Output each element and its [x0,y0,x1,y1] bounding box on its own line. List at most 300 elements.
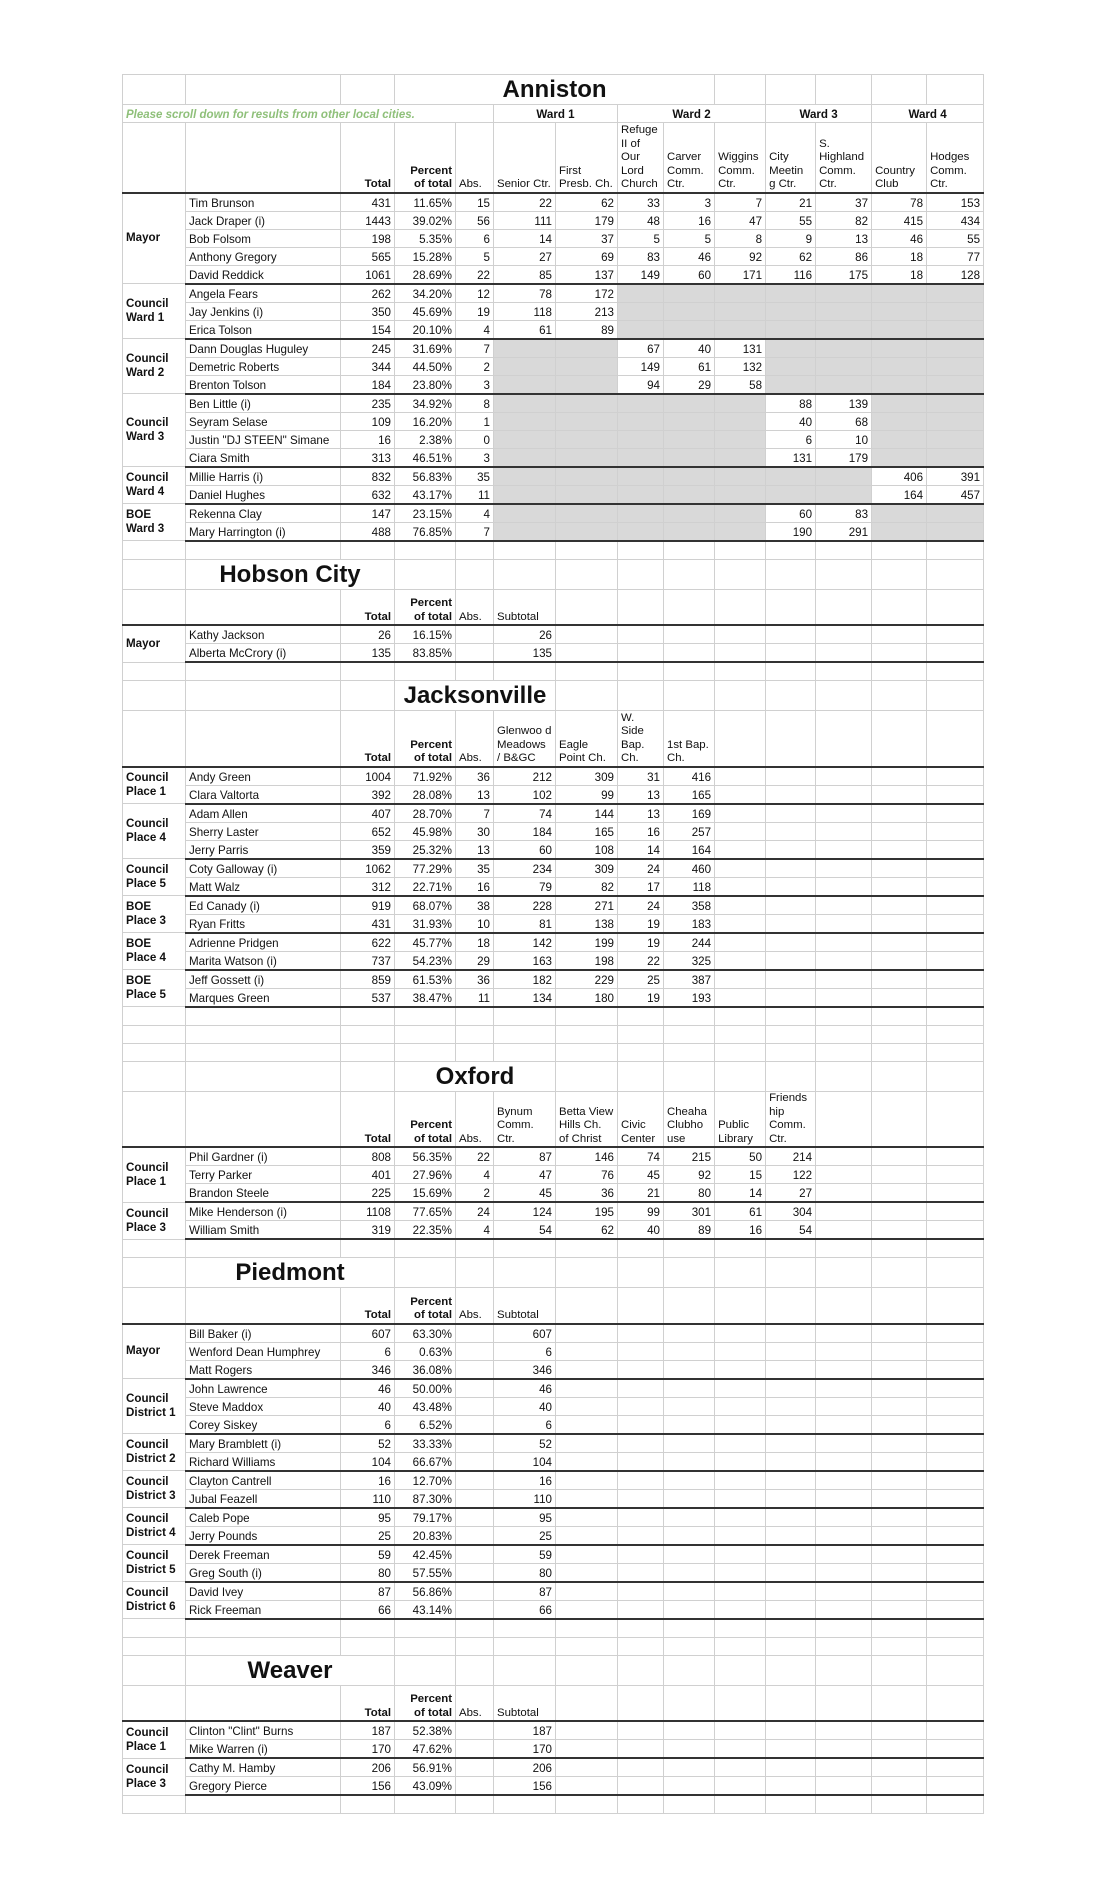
empty-cell [715,541,766,560]
precinct-votes [494,485,556,504]
candidate-name: Clinton "Clint" Burns [186,1721,341,1740]
empty-cell [927,1777,984,1796]
precinct-votes: 149 [618,265,664,284]
column-header: Friends hip Comm. Ctr. [766,1091,816,1147]
office-label: Council Place 3 [123,1202,186,1239]
precinct-votes: 47 [715,211,766,229]
empty-cell [872,914,927,933]
precinct-votes [618,522,664,541]
candidate-row [123,485,984,504]
empty-cell [556,1452,618,1471]
precinct-votes: 87 [494,1147,556,1166]
empty-cell [766,1434,816,1453]
empty-cell [766,1619,816,1638]
empty-cell [715,711,766,767]
empty-cell [927,1379,984,1398]
blank-row [123,662,984,681]
empty-cell [618,1288,664,1324]
vote-total: 359 [341,840,395,859]
empty-cell [715,1360,766,1379]
empty-cell [816,1258,872,1288]
empty-cell [186,123,341,193]
vote-total: 46 [341,1379,395,1398]
empty-cell [872,1091,927,1147]
precinct-votes [766,357,816,375]
absentee-votes: 4 [456,1166,494,1184]
empty-cell [186,1043,341,1061]
precinct-votes: 31 [618,767,664,786]
candidate-name: Jeff Gossett (i) [186,970,341,989]
empty-cell [456,1258,494,1288]
absentee-votes [456,625,494,644]
column-header: Total [341,1091,395,1147]
precinct-votes: 26 [494,625,556,644]
precinct-votes [816,284,872,303]
vote-percent: 45.98% [395,822,456,840]
empty-cell [186,75,341,105]
candidate-name: Mike Henderson (i) [186,1202,341,1221]
empty-cell [927,951,984,970]
empty-cell [927,1397,984,1415]
empty-cell [816,1777,872,1796]
column-header: Total [341,123,395,193]
candidate-row [123,1582,984,1601]
empty-cell [816,644,872,663]
empty-cell [872,1202,927,1221]
precinct-votes [927,339,984,358]
empty-cell [766,804,816,823]
precinct-votes: 76 [556,1166,618,1184]
ward-row [123,105,984,123]
vote-percent: 54.23% [395,951,456,970]
precinct-votes: 52 [494,1434,556,1453]
piedmont-title-row [123,1258,984,1288]
precinct-votes: 142 [494,933,556,952]
column-header: Total [341,711,395,767]
precinct-votes [816,485,872,504]
column-header: Wiggins Comm. Ctr. [715,123,766,193]
candidate-row [123,933,984,952]
absentee-votes [456,1526,494,1545]
vote-total: 319 [341,1221,395,1240]
empty-cell [618,1619,664,1638]
vote-total: 346 [341,1360,395,1379]
candidate-name: Adam Allen [186,804,341,823]
absentee-votes: 0 [456,430,494,448]
precinct-votes: 183 [664,914,715,933]
empty-cell [927,1526,984,1545]
empty-cell [494,1007,556,1026]
vote-total: 431 [341,914,395,933]
candidate-row [123,1508,984,1527]
empty-cell [556,662,618,681]
empty-cell [456,1637,494,1655]
empty-cell [341,1619,395,1638]
empty-cell [872,662,927,681]
precinct-votes: 78 [872,193,927,212]
absentee-votes: 22 [456,1147,494,1166]
candidate-name: Alberta McCrory (i) [186,644,341,663]
empty-cell [927,988,984,1007]
vote-percent: 76.85% [395,522,456,541]
column-header: Percent of total [395,1091,456,1147]
candidate-row [123,1489,984,1508]
precinct-votes [494,522,556,541]
candidate-name: Bob Folsom [186,229,341,247]
empty-cell [816,1434,872,1453]
absentee-votes [456,1360,494,1379]
empty-cell [618,1545,664,1564]
empty-cell [715,1471,766,1490]
empty-cell [766,1637,816,1655]
precinct-votes: 78 [494,284,556,303]
empty-cell [715,822,766,840]
empty-cell [556,1415,618,1434]
precinct-votes [872,394,927,413]
vote-percent: 15.69% [395,1184,456,1203]
vote-total: 537 [341,988,395,1007]
precinct-votes: 60 [494,840,556,859]
candidate-row [123,412,984,430]
empty-cell [872,1397,927,1415]
empty-cell [766,559,816,589]
empty-cell [556,1489,618,1508]
vote-percent: 12.70% [395,1471,456,1490]
empty-cell [456,662,494,681]
precinct-votes: 198 [556,951,618,970]
empty-cell [618,1043,664,1061]
empty-cell [766,681,816,711]
candidate-name: John Lawrence [186,1379,341,1398]
office-label: Council Place 3 [123,1758,186,1795]
empty-cell [872,1324,927,1343]
candidate-name: Wenford Dean Humphrey [186,1342,341,1360]
precinct-votes: 153 [927,193,984,212]
precinct-votes [715,485,766,504]
precinct-votes: 134 [494,988,556,1007]
precinct-votes: 7 [715,193,766,212]
empty-cell [927,1258,984,1288]
precinct-votes [715,284,766,303]
empty-cell [766,1324,816,1343]
precinct-votes [715,448,766,467]
empty-cell [664,1508,715,1527]
vote-percent: 39.02% [395,211,456,229]
vote-total: 147 [341,504,395,523]
absentee-votes: 4 [456,320,494,339]
empty-cell [927,1025,984,1043]
vote-total: 187 [341,1721,395,1740]
empty-cell [927,1166,984,1184]
empty-cell [766,767,816,786]
vote-total: 40 [341,1397,395,1415]
precinct-votes: 144 [556,804,618,823]
anniston-title-row [123,75,984,105]
empty-cell [456,1007,494,1026]
vote-total: 832 [341,467,395,486]
precinct-votes: 179 [556,211,618,229]
precinct-votes [494,339,556,358]
absentee-votes: 11 [456,485,494,504]
empty-cell [123,1239,186,1258]
precinct-votes: 325 [664,951,715,970]
precinct-votes [872,448,927,467]
precinct-votes [715,320,766,339]
empty-cell [872,589,927,625]
empty-cell [927,914,984,933]
precinct-votes: 171 [715,265,766,284]
precinct-votes: 58 [715,375,766,394]
empty-cell [715,896,766,915]
column-header: Refuge II of Our Lord Church [618,123,664,193]
precinct-votes: 172 [556,284,618,303]
absentee-votes: 19 [456,302,494,320]
precinct-votes [556,504,618,523]
precinct-votes [927,504,984,523]
column-header: Percent of total [395,711,456,767]
empty-cell [816,1397,872,1415]
precinct-votes [872,412,927,430]
precinct-votes: 86 [816,247,872,265]
empty-cell [872,1166,927,1184]
office-label: Council Ward 2 [123,339,186,394]
precinct-votes: 74 [494,804,556,823]
empty-cell [927,1758,984,1777]
vote-total: 652 [341,822,395,840]
empty-cell [494,1619,556,1638]
precinct-votes [927,320,984,339]
precinct-votes: 139 [816,394,872,413]
vote-total: 6 [341,1415,395,1434]
precinct-votes [872,302,927,320]
empty-cell [872,1147,927,1166]
empty-cell [664,1324,715,1343]
empty-cell [872,951,927,970]
ward-header: Ward 4 [872,105,984,123]
empty-cell [618,1582,664,1601]
office-label: Council Ward 4 [123,467,186,504]
empty-cell [816,625,872,644]
precinct-votes: 46 [664,247,715,265]
precinct-votes [494,430,556,448]
empty-cell [766,1288,816,1324]
empty-cell [816,541,872,560]
empty-cell [816,970,872,989]
empty-cell [816,914,872,933]
empty-cell [766,988,816,1007]
empty-cell [556,1379,618,1398]
empty-cell [766,711,816,767]
vote-percent: 23.15% [395,504,456,523]
empty-cell [816,1007,872,1026]
precinct-votes: 47 [494,1166,556,1184]
precinct-votes: 406 [872,467,927,486]
precinct-votes: 102 [494,785,556,804]
absentee-votes: 35 [456,859,494,878]
candidate-name: Jerry Parris [186,840,341,859]
empty-cell [766,1007,816,1026]
precinct-votes: 80 [494,1563,556,1582]
empty-cell [664,681,715,711]
vote-percent: 42.45% [395,1545,456,1564]
empty-cell [816,1342,872,1360]
empty-cell [556,1685,618,1721]
empty-cell [556,1740,618,1759]
office-label: BOE Place 3 [123,896,186,933]
precinct-votes: 104 [494,1452,556,1471]
empty-cell [715,1239,766,1258]
anniston-column-headers [123,123,984,193]
office-label: Council Place 1 [123,767,186,804]
precinct-votes: 309 [556,859,618,878]
empty-cell [766,1685,816,1721]
absentee-votes [456,1582,494,1601]
candidate-name: Justin "DJ STEEN" Simane [186,430,341,448]
empty-cell [766,1600,816,1619]
empty-cell [927,625,984,644]
absentee-votes [456,1563,494,1582]
empty-cell [872,1795,927,1814]
vote-percent: 56.91% [395,1758,456,1777]
precinct-votes: 18 [872,247,927,265]
empty-cell [664,1600,715,1619]
empty-cell [664,1545,715,1564]
candidate-row [123,394,984,413]
empty-cell [664,559,715,589]
absentee-votes: 4 [456,1221,494,1240]
precinct-votes: 146 [556,1147,618,1166]
vote-percent: 52.38% [395,1721,456,1740]
absentee-votes: 35 [456,467,494,486]
precinct-votes: 88 [766,394,816,413]
empty-cell [816,559,872,589]
precinct-votes [664,467,715,486]
vote-percent: 22.35% [395,1221,456,1240]
precinct-votes: 128 [927,265,984,284]
precinct-votes: 83 [816,504,872,523]
vote-percent: 25.32% [395,840,456,859]
column-header: Public Library [715,1091,766,1147]
vote-total: 66 [341,1600,395,1619]
candidate-name: Sherry Laster [186,822,341,840]
empty-cell [927,1061,984,1091]
empty-cell [766,541,816,560]
precinct-votes [872,375,927,394]
vote-percent: 16.15% [395,625,456,644]
vote-total: 80 [341,1563,395,1582]
empty-cell [715,1288,766,1324]
precinct-votes: 25 [494,1526,556,1545]
precinct-votes: 6 [494,1342,556,1360]
empty-cell [766,1397,816,1415]
precinct-votes: 40 [618,1221,664,1240]
precinct-votes [664,284,715,303]
empty-cell [816,681,872,711]
empty-cell [766,877,816,896]
empty-cell [456,1655,494,1685]
precinct-votes [816,467,872,486]
precinct-votes: 68 [816,412,872,430]
empty-cell [927,1563,984,1582]
candidate-name: Adrienne Pridgen [186,933,341,952]
piedmont-title: Piedmont [186,1258,395,1288]
empty-cell [872,1360,927,1379]
precinct-votes: 164 [664,840,715,859]
precinct-votes: 60 [664,265,715,284]
empty-cell [715,662,766,681]
empty-cell [816,1489,872,1508]
vote-percent: 79.17% [395,1508,456,1527]
empty-cell [715,767,766,786]
empty-cell [556,589,618,625]
empty-cell [872,1061,927,1091]
empty-cell [715,1415,766,1434]
vote-percent: 20.83% [395,1526,456,1545]
empty-cell [456,1239,494,1258]
precinct-votes: 291 [816,522,872,541]
empty-cell [715,859,766,878]
precinct-votes: 18 [872,265,927,284]
candidate-name: Millie Harris (i) [186,467,341,486]
vote-total: 95 [341,1508,395,1527]
vote-percent: 43.17% [395,485,456,504]
candidate-row [123,767,984,786]
candidate-row [123,1434,984,1453]
precinct-votes: 309 [556,767,618,786]
candidate-name: Coty Galloway (i) [186,859,341,878]
empty-cell [715,559,766,589]
empty-cell [618,1563,664,1582]
empty-cell [715,1061,766,1091]
precinct-votes: 36 [556,1184,618,1203]
column-header: First Presb. Ch. [556,123,618,193]
precinct-votes: 607 [494,1324,556,1343]
vote-percent: 45.77% [395,933,456,952]
precinct-votes: 6 [766,430,816,448]
candidate-name: Seyram Selase [186,412,341,430]
empty-cell [927,785,984,804]
empty-cell [816,662,872,681]
precinct-votes: 62 [556,193,618,212]
empty-cell [341,1007,395,1026]
candidate-row [123,1221,984,1240]
vote-percent: 38.47% [395,988,456,1007]
precinct-votes: 5 [618,229,664,247]
vote-total: 1061 [341,265,395,284]
precinct-votes: 118 [494,302,556,320]
precinct-votes: 149 [618,357,664,375]
absentee-votes: 7 [456,804,494,823]
empty-cell [186,711,341,767]
office-label: Council Ward 1 [123,284,186,339]
empty-cell [618,1360,664,1379]
precinct-votes: 40 [766,412,816,430]
empty-cell [715,840,766,859]
empty-cell [872,1342,927,1360]
empty-cell [494,1637,556,1655]
candidate-row [123,1758,984,1777]
empty-cell [816,988,872,1007]
precinct-votes: 94 [618,375,664,394]
precinct-votes: 108 [556,840,618,859]
office-label: Council District 4 [123,1508,186,1545]
empty-cell [715,1721,766,1740]
candidate-row [123,375,984,394]
empty-cell [456,541,494,560]
empty-cell [664,662,715,681]
empty-cell [715,1342,766,1360]
empty-cell [186,1637,341,1655]
